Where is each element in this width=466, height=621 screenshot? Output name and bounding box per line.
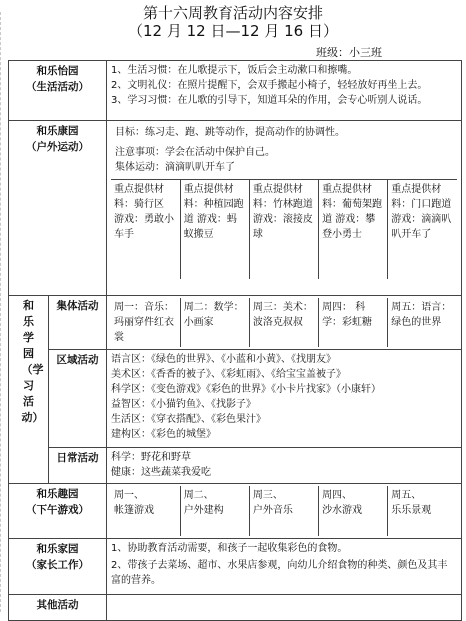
area-line: 建构区：《彩色的城堡》 [111,429,216,440]
outdoor-day-cell: 重点提供材料：种植园跑道 游戏：蚂蚁搬豆 [180,180,249,280]
date-range: （12 月 12 日—12 月 16 日） [128,22,338,40]
fun-content [107,484,462,539]
collective-day: 周一：音乐：玛丽穿件红衣裳 [111,298,180,347]
area-line: 语言区：《绿色的世界》、《小蓝和小黄》、《找朋友》 [111,354,336,365]
area-line: 生活区：《穿衣搭配》、《彩色果汁》 [111,414,266,425]
daily-line: 健康：这些蔬菜我爱吃 [111,467,211,478]
daily-label: 日常活动 [49,448,107,484]
schedule-table [8,60,462,621]
life-name: 和乐怡园 [36,65,79,77]
life-header [9,61,107,121]
fun-row [9,484,462,539]
collective-content [107,296,462,350]
home-line: 1、协助教育活动需要，和孩子一起收集彩色的食物。 [111,543,348,554]
outdoor-day-cell: 重点提供材料：竹林跑道 游戏：滚接皮球 [249,180,318,280]
area-label: 区域活动 [49,350,107,448]
outdoor-note: 注意事项：学会在活动中保护自己。 [115,147,275,158]
life-row [9,61,462,121]
area-content [107,350,462,448]
outdoor-day-cell: 重点提供材料：葡萄架跑道 游戏：攀登小勇士 [319,180,388,280]
study-area-row [9,350,462,448]
life-line: 2、文明礼仪：在照片提醒下，会双手搬起小椅子，轻轻放好再坐上去。 [111,80,428,91]
home-sub: （家长工作） [26,559,89,571]
home-line: 2、带孩子去菜场、超市、水果店参观，向幼儿介绍食物的种类、颜色及其丰富的营养。 [111,560,448,586]
other-content [107,595,462,621]
fun-sub: （下午游戏） [26,504,89,516]
page-title: 第十六周教育活动内容安排 [142,4,323,22]
other-row [9,595,462,621]
outdoor-sub: （户外运动） [26,141,89,153]
home-content [107,539,462,595]
study-collective-row [9,296,462,350]
outdoor-content [107,121,462,296]
class-label: 班级：小三班 [316,46,382,59]
study-name: 和乐学园（学习活动） [21,299,44,424]
outdoor-day-cell: 重点提供材料：门口跑道 游戏：滴滴叭叭开车了 [388,180,457,280]
fun-day: 周五、 乐乐景观 [391,490,432,516]
area-line: 科学区：《变色游戏》《彩色的世界》《小卡片找家》（小康轩） [111,384,381,395]
outdoor-goal: 目标：练习走、跑、跳等动作，提高动作的协调性。 [115,127,345,138]
fun-name: 和乐趣园 [36,488,79,500]
fun-day: 周四、 沙水游戏 [319,486,388,536]
home-header [9,539,107,595]
home-row [9,539,462,595]
life-line: 1、生活习惯：在儿歌提示下，饭后会主动漱口和擦嘴。 [111,65,358,76]
study-daily-row [9,448,462,484]
home-name: 和乐家园 [36,543,79,555]
collective-label: 集体活动 [49,296,107,350]
page-margin-guide [0,12,1,612]
outdoor-day-cell: 重点提供材料：骑行区 游戏：勇敢小车手 [111,180,180,280]
outdoor-group: 集体运动：滴滴叭叭开车了 [115,162,235,173]
daily-content [107,448,462,484]
study-header [9,296,49,484]
collective-day: 周五：语言：绿色的世界 [391,302,452,328]
outdoor-header [9,121,107,296]
outdoor-days [111,179,457,279]
collective-day: 周二：数学：小画家 [180,298,249,347]
fun-day: 周一、 帐篷游戏 [111,486,180,536]
area-line: 益智区：《小猫钓鱼》、《找影子》 [111,399,256,410]
collective-day: 周三：美术：波洛克叔叔 [249,298,318,347]
life-sub: （生活活动） [26,81,89,93]
fun-day: 周三、 户外音乐 [249,486,318,536]
outdoor-name: 和乐康园 [36,125,79,137]
fun-day: 周二、 户外建构 [180,486,249,536]
fun-header [9,484,107,539]
daily-line: 科学：野花和野草 [111,452,191,463]
other-header: 其他活动 [9,595,107,621]
life-content [107,61,462,121]
area-line: 美术区：《香香的被子》、《彩虹雨》、《给宝宝盖被子》 [111,369,346,380]
outdoor-row [9,121,462,296]
collective-day: 周四： 科学：彩虹糖 [319,298,388,347]
life-line: 3、学习习惯：在儿歌的引导下，知道耳朵的作用，会专心听别人说话。 [111,95,428,106]
